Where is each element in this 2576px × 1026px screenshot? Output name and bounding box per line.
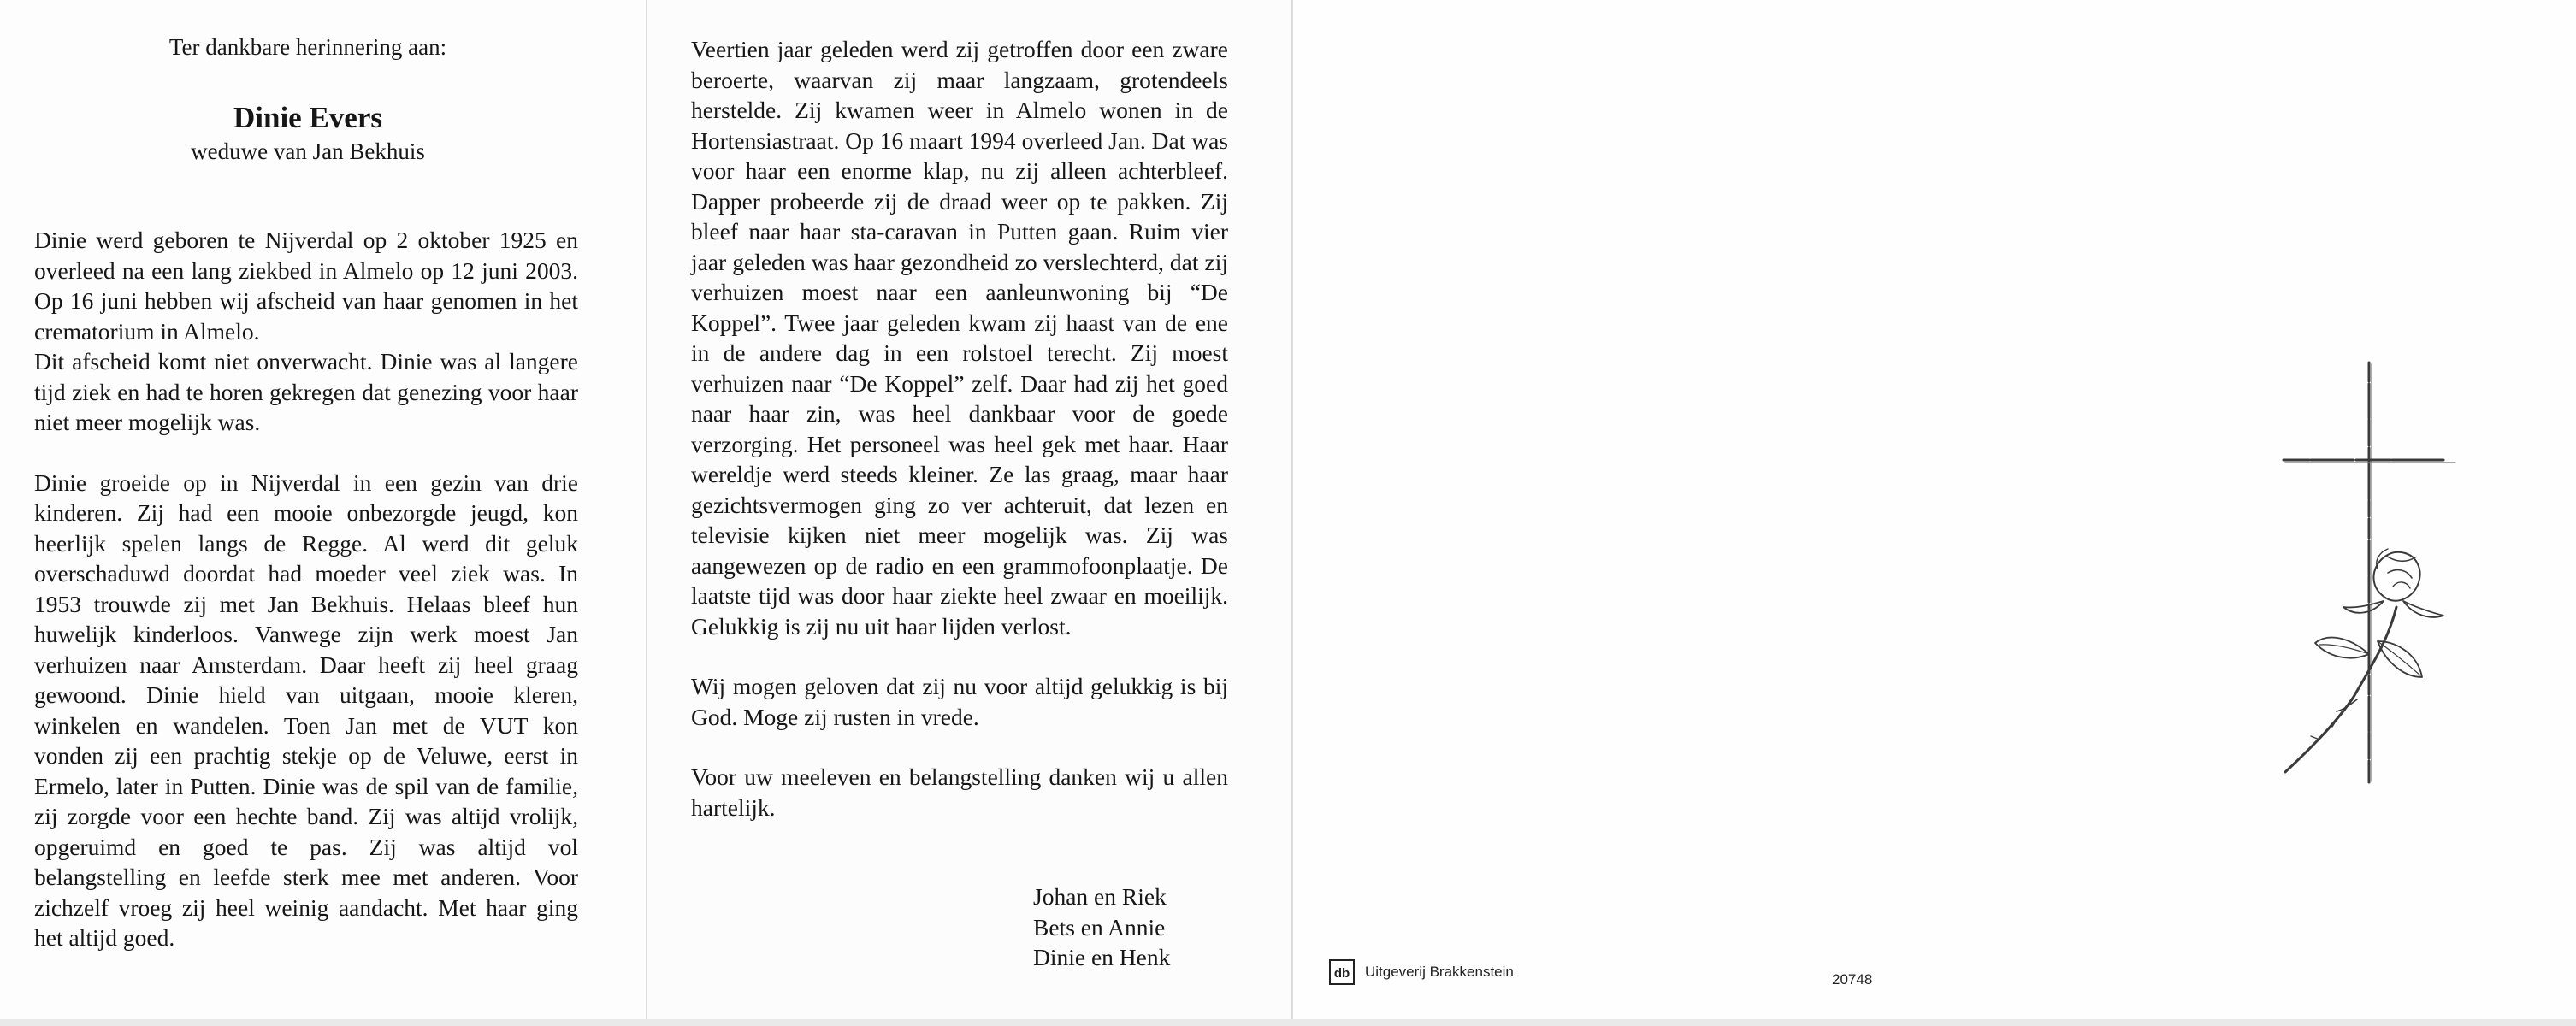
paragraph-illness: Veertien jaar geleden werd zij getroffen door een zware beroerte, waarvan zij maar langzaam, grotendeels herstelde. Zij kwamen weer in Almelo wonen in de Hortensiastraat. Op 16 maart 1994 overleed Jan. Dat was voor haar een enorme klap, nu zij alleen achterbleef. Dapper probeerde zij de draad weer op te pakken. Zij bleef naar haar sta-caravan in Putten gaan. Ruim vier jaar geleden was haar gezondheid zo verslechterd, dat zij verhuizen moest naar een aanleunwoning bij “De Koppel”. Twee jaar geleden kwam zij haast van de ene in de andere dag in een rolstoel terecht. Zij moest verhuizen naar “De Koppel” zelf. Daar had zij het goed naar haar zin, was heel dankbaar voor de goede verzorging. Het personeel was heel gek met haar. Haar wereldje werd steeds kleiner. Ze las graag, maar haar gezichtsvermogen ging zo ver achteruit, dat lezen en televisie kijken niet meer mogelijk was. Zij was aangewezen op de radio en een grammofoonplaatje. De laatste tijd was door haar ziekte heel zwaar en moeilijk. Gelukkig is zij nu uit haar lijden verlost. bbox=[691, 36, 1228, 640]
deceased-name: Dinie Evers bbox=[233, 101, 382, 134]
signature-line: Bets en Annie bbox=[1033, 913, 1166, 940]
signature-line: Johan en Riek bbox=[1033, 883, 1167, 910]
life-story-right bbox=[691, 34, 1228, 823]
life-story-left bbox=[34, 225, 578, 953]
card-number: 20748 bbox=[1832, 971, 1873, 988]
paragraph-thanks: Voor uw meeleven en belangstelling danken wij u allen hartelijk. bbox=[691, 764, 1228, 821]
publisher-logo-text: db bbox=[1333, 966, 1350, 981]
publisher-name: Uitgeverij Brakkenstein bbox=[1365, 964, 1514, 980]
publisher-logo-icon bbox=[1329, 959, 1355, 985]
card-bottom-edge bbox=[0, 1019, 2576, 1026]
deceased-subtitle: weduwe van Jan Bekhuis bbox=[191, 139, 425, 164]
remembrance-intro: Ter dankbare herinnering aan: bbox=[168, 34, 447, 60]
paragraph-life: Dinie groeide op in Nijverdal in een gezin van drie kinderen. Zij had een mooie onbezorgde jeugd, kon heerlijk spelen langs de Regge. Al werd dit geluk overschaduwd doordat had moeder veel ziek was. In 1953 trouwde zij met Jan Bekhuis. Helaas bleef hun huwelijk kinderloos. Vanwege zijn werk moest Jan verhuizen naar Amsterdam. Daar heeft zij heel graag gewoond. Dinie hield van uitgaan, mooie kleren, winkelen en wandelen. Toen Jan met de VUT kon vonden zij een prachtig stekje op de Veluwe, eerst in Ermelo, later in Putten. Dinie was de spil van de familie, zij zorgde voor een hechte band. Zij was altijd vrolijk, opgeruimd en goed te pas. Zij was altijd vol belangstelling en leefde sterk mee met anderen. Voor zichzelf vroeg zij heel weinig aandacht. Met haar ging het altijd goed. bbox=[34, 469, 578, 951]
paragraph-birth-death: Dinie werd geboren te Nijverdal op 2 oktober 1925 en overleed na een lang ziekbed in Almelo op 12 juni 2003. Op 16 juni hebben wij afscheid van haar genomen in het crematorium in Almelo. Dit afscheid komt niet onverwacht. Dinie was al langere tijd ziek en had te horen gekregen dat genezing voor haar niet meer mogelijk was. bbox=[34, 227, 578, 435]
signature-line: Dinie en Henk bbox=[1033, 944, 1171, 970]
card-panel-left bbox=[0, 0, 647, 1026]
cross-with-rose-illustration bbox=[2268, 359, 2465, 787]
signatures bbox=[1033, 882, 1170, 973]
paragraph-faith: Wij mogen geloven dat zij nu voor altijd gelukkig is bij God. Moge zij rusten in vrede. bbox=[691, 673, 1228, 730]
publisher-mark bbox=[1329, 959, 1514, 985]
